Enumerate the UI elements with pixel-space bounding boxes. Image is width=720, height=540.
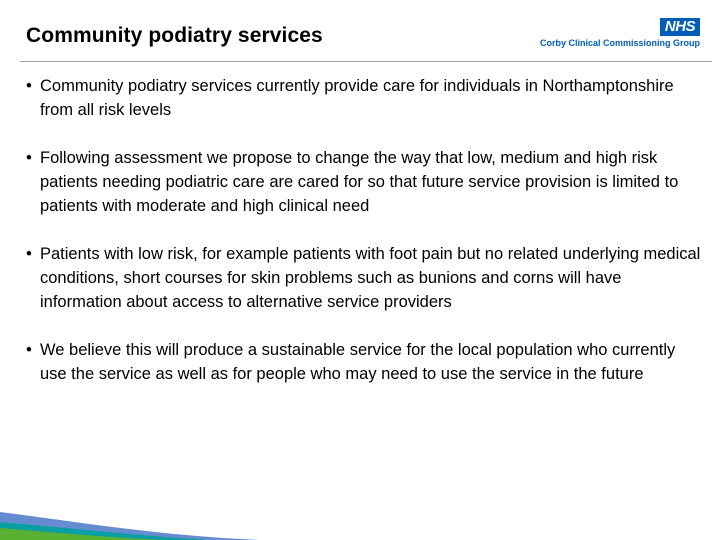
bullet-marker: • [26,341,32,359]
bullet-item [24,242,704,314]
footer-swoosh-decoration [0,492,720,540]
bullet-marker: • [26,245,32,263]
bullet-item [24,146,704,218]
nhs-badge: NHS [660,18,700,36]
slide-title: Community podiatry services [26,24,323,47]
bullet-text: Community podiatry services currently provide care for individuals in Northamptonshire from all risk levels [40,77,674,119]
bullet-text: Following assessment we propose to change the way that low, medium and high risk patients needing podiatric care are cared for so that future service provision is limited to patients with moderate and high clinical need [40,149,679,215]
nhs-logo [532,14,702,50]
org-name: Corby Clinical Commissioning Group [539,38,700,48]
bullet-list [24,74,704,410]
bullet-item [24,74,704,122]
bullet-text: Patients with low risk, for example patients with foot pain but no related underlying medical conditions, short courses for skin problems such as bunions and corns will have information about access to alternative service providers [40,245,701,311]
bullet-text: We believe this will produce a sustainable service for the local population who currently use the service as well as for people who may need to use the service in the future [40,341,676,383]
bullet-marker: • [26,77,32,95]
title-divider [20,61,712,62]
bullet-marker: • [26,149,32,167]
bullet-item [24,338,704,386]
